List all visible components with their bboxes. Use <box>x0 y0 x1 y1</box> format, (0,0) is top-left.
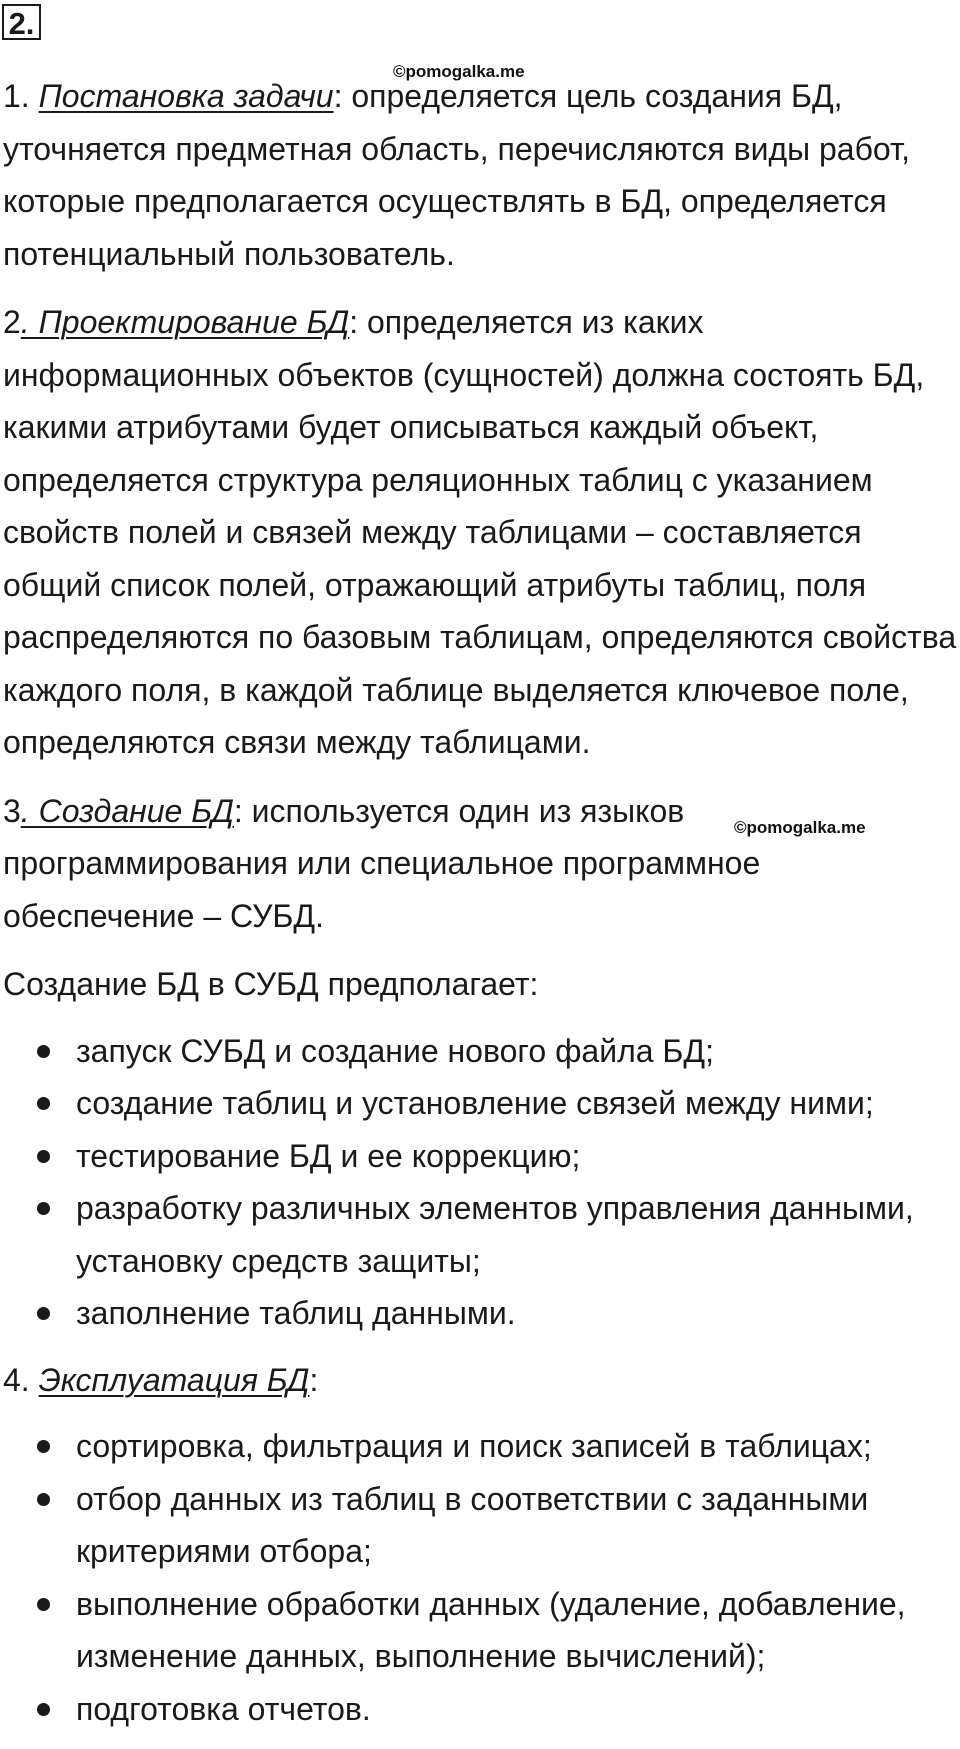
list-item <box>3 1182 958 1287</box>
section-1 <box>3 70 958 280</box>
section-4-title: Эксплуатация БД <box>38 1361 310 1398</box>
section-4-text: : <box>309 1361 319 1398</box>
bullet-icon <box>37 1598 50 1611</box>
bullet-icon <box>37 1703 50 1716</box>
bullet-icon <box>37 1150 50 1163</box>
section-1-text: : определяется цель создания БД, уточняется предметная область, перечисляются виды работ, которые предполагается осуществлять в БД, определяется потенциальный пользователь. <box>3 78 911 272</box>
section-1-prefix: 1. <box>3 78 39 114</box>
section-3-prefix: 3 <box>3 792 21 829</box>
section-4-list <box>3 1420 958 1735</box>
section-3 <box>3 785 958 943</box>
list-item-text: выполнение обработки данных (удаление, добавление, изменение данных, выполнение вычислений); <box>76 1585 906 1674</box>
bullet-icon <box>37 1202 50 1215</box>
section-3-intro: Создание БД в СУБД предполагает: <box>3 966 539 1002</box>
section-4-prefix: 4. <box>3 1361 39 1398</box>
list-item <box>3 1025 958 1078</box>
list-item-text: заполнение таблиц данными. <box>76 1295 516 1331</box>
bullet-icon <box>37 1493 50 1506</box>
list-item <box>3 1077 958 1130</box>
section-4 <box>3 1354 958 1407</box>
list-item <box>3 1578 958 1683</box>
list-item <box>3 1683 958 1736</box>
list-item-text: подготовка отчетов. <box>76 1690 371 1727</box>
bullet-icon <box>37 1307 50 1320</box>
list-item-text: разработку различных элементов управления данными, установку средств защиты; <box>76 1190 914 1279</box>
section-3-list <box>3 1025 958 1340</box>
list-item-text: создание таблиц и установление связей между ними; <box>76 1085 874 1121</box>
section-3-title: . Создание БД <box>20 792 234 829</box>
section-1-title: Постановка задачи <box>38 78 334 114</box>
list-item-text: тестирование БД и ее коррекцию; <box>76 1137 581 1174</box>
list-item <box>3 1473 958 1578</box>
list-item-text: запуск СУБД и создание нового файла БД; <box>76 1032 714 1069</box>
document-content <box>3 70 958 1749</box>
bullet-icon <box>37 1097 50 1110</box>
list-item <box>3 1420 958 1473</box>
list-item <box>3 1287 958 1340</box>
list-item-text: сортировка, фильтрация и поиск записей в таблицах; <box>76 1428 872 1464</box>
bullet-icon <box>37 1440 50 1453</box>
bullet-icon <box>37 1045 50 1058</box>
section-3-text: : используется один из языков программирования или специальное программное обеспечение – СУБД. <box>3 792 761 934</box>
list-item <box>3 1130 958 1183</box>
section-2-prefix: 2 <box>3 304 21 340</box>
section-2-title: . Проектирование БД <box>20 304 350 340</box>
list-item-text: отбор данных из таблиц в соответствии с заданными критериями отбора; <box>76 1480 869 1569</box>
watermark-top: ©pomogalka.me <box>393 62 525 81</box>
section-2 <box>3 296 958 769</box>
task-number-box: 2. <box>2 4 41 40</box>
section-2-text: : определяется из каких информационных объектов (сущностей) должна состоять БД, какими атрибутами будет описываться каждый объект, определяется структура реляционных таблиц с указанием свойств полей и связей между таблицами – составляется общий список полей, отражающий атрибуты таблиц, поля распределяются по базовым таблицам, определяются свойства каждого поля, в каждой таблице выделяется ключевое поле, определяются связи между таблицами. <box>3 304 957 760</box>
watermark-middle: ©pomogalka.me <box>734 818 866 837</box>
